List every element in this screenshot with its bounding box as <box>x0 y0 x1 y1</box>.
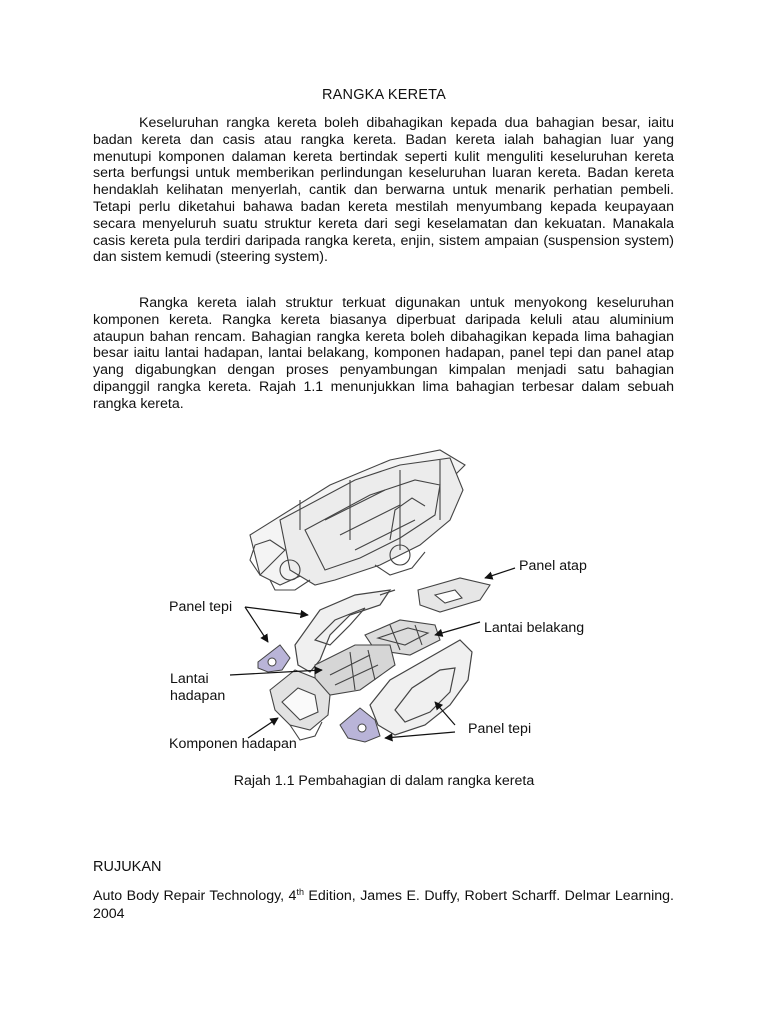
label-lantai-hadapan <box>170 671 225 705</box>
reference-entry-part2: Edition, James E. Duffy, Robert Scharff. Delmar Learning. 2004 <box>93 888 674 922</box>
paragraph-2-text: Rangka kereta ialah struktur terkuat digunakan untuk menyokong keseluruhan komponen kereta. Rangka kereta biasanya diperbuat daripada keluli atau aluminium ataupun bahan rencam. Bahagian rangka kereta boleh dibahagikan kepada lima bahagian besar iaitu lantai hadapan, lantai belakang, komponen hadapan, panel tepi dan panel atap yang digabungkan dengan proses penyambungan kimpalan menjadi satu bahagian dipanggil rangka kereta. Rajah 1.1 menunjukkan lima bahagian terbesar dalam sebuah rangka kereta. <box>93 295 674 412</box>
reference-entry <box>93 888 674 923</box>
reference-entry-part1: Auto Body Repair Technology, 4 <box>93 888 297 904</box>
fender-left <box>258 645 290 672</box>
label-komponen-hadapan: Komponen hadapan <box>169 736 297 752</box>
paragraph-1-text: Keseluruhan rangka kereta boleh dibahagikan kepada dua bahagian besar, iaitu badan kereta dan casis atau rangka kereta. Badan kereta ialah bahagian luar yang menutupi komponen dalaman kereta bertindak seperti kulit menguliti keseluruhan kereta serta berfungsi untuk memberikan perlindungan keseluruhan luaran kereta. Badan kereta hendaklah kelihatan menyerlah, cantik dan berwarna untuk menarik perhatian pembeli. Tetapi perlu diketahui bahawa badan kereta mestilah menyumbang kepada keupayaan secara menyeluruh suatu struktur kereta dari segi keselamatan dan kekuatan. Manakala casis kereta pula terdiri daripada rangka kereta, enjin, sistem ampaian (suspension system) dan sistem kemudi (steering system). <box>93 115 674 266</box>
label-panel-atap: Panel atap <box>519 558 587 574</box>
roof-panel <box>418 578 490 612</box>
figure-caption: Rajah 1.1 Pembahagian di dalam rangka kereta <box>233 773 535 789</box>
label-panel-tepi-right: Panel tepi <box>468 721 532 737</box>
label-panel-tepi-left: Panel tepi <box>169 599 233 615</box>
label-lantai-hadapan-line2: hadapan <box>170 688 226 704</box>
reference-edition-superscript: th <box>296 887 304 897</box>
paragraph-1 <box>93 115 674 266</box>
references-heading: RUJUKAN <box>93 859 162 875</box>
front-floor <box>315 645 395 695</box>
label-lantai-hadapan-line1: Lantai <box>170 671 209 687</box>
paragraph-2 <box>93 295 674 413</box>
assembled-car-frame <box>250 450 465 590</box>
label-lantai-belakang: Lantai belakang <box>484 620 585 636</box>
page-title: RANGKA KERETA <box>321 87 446 103</box>
